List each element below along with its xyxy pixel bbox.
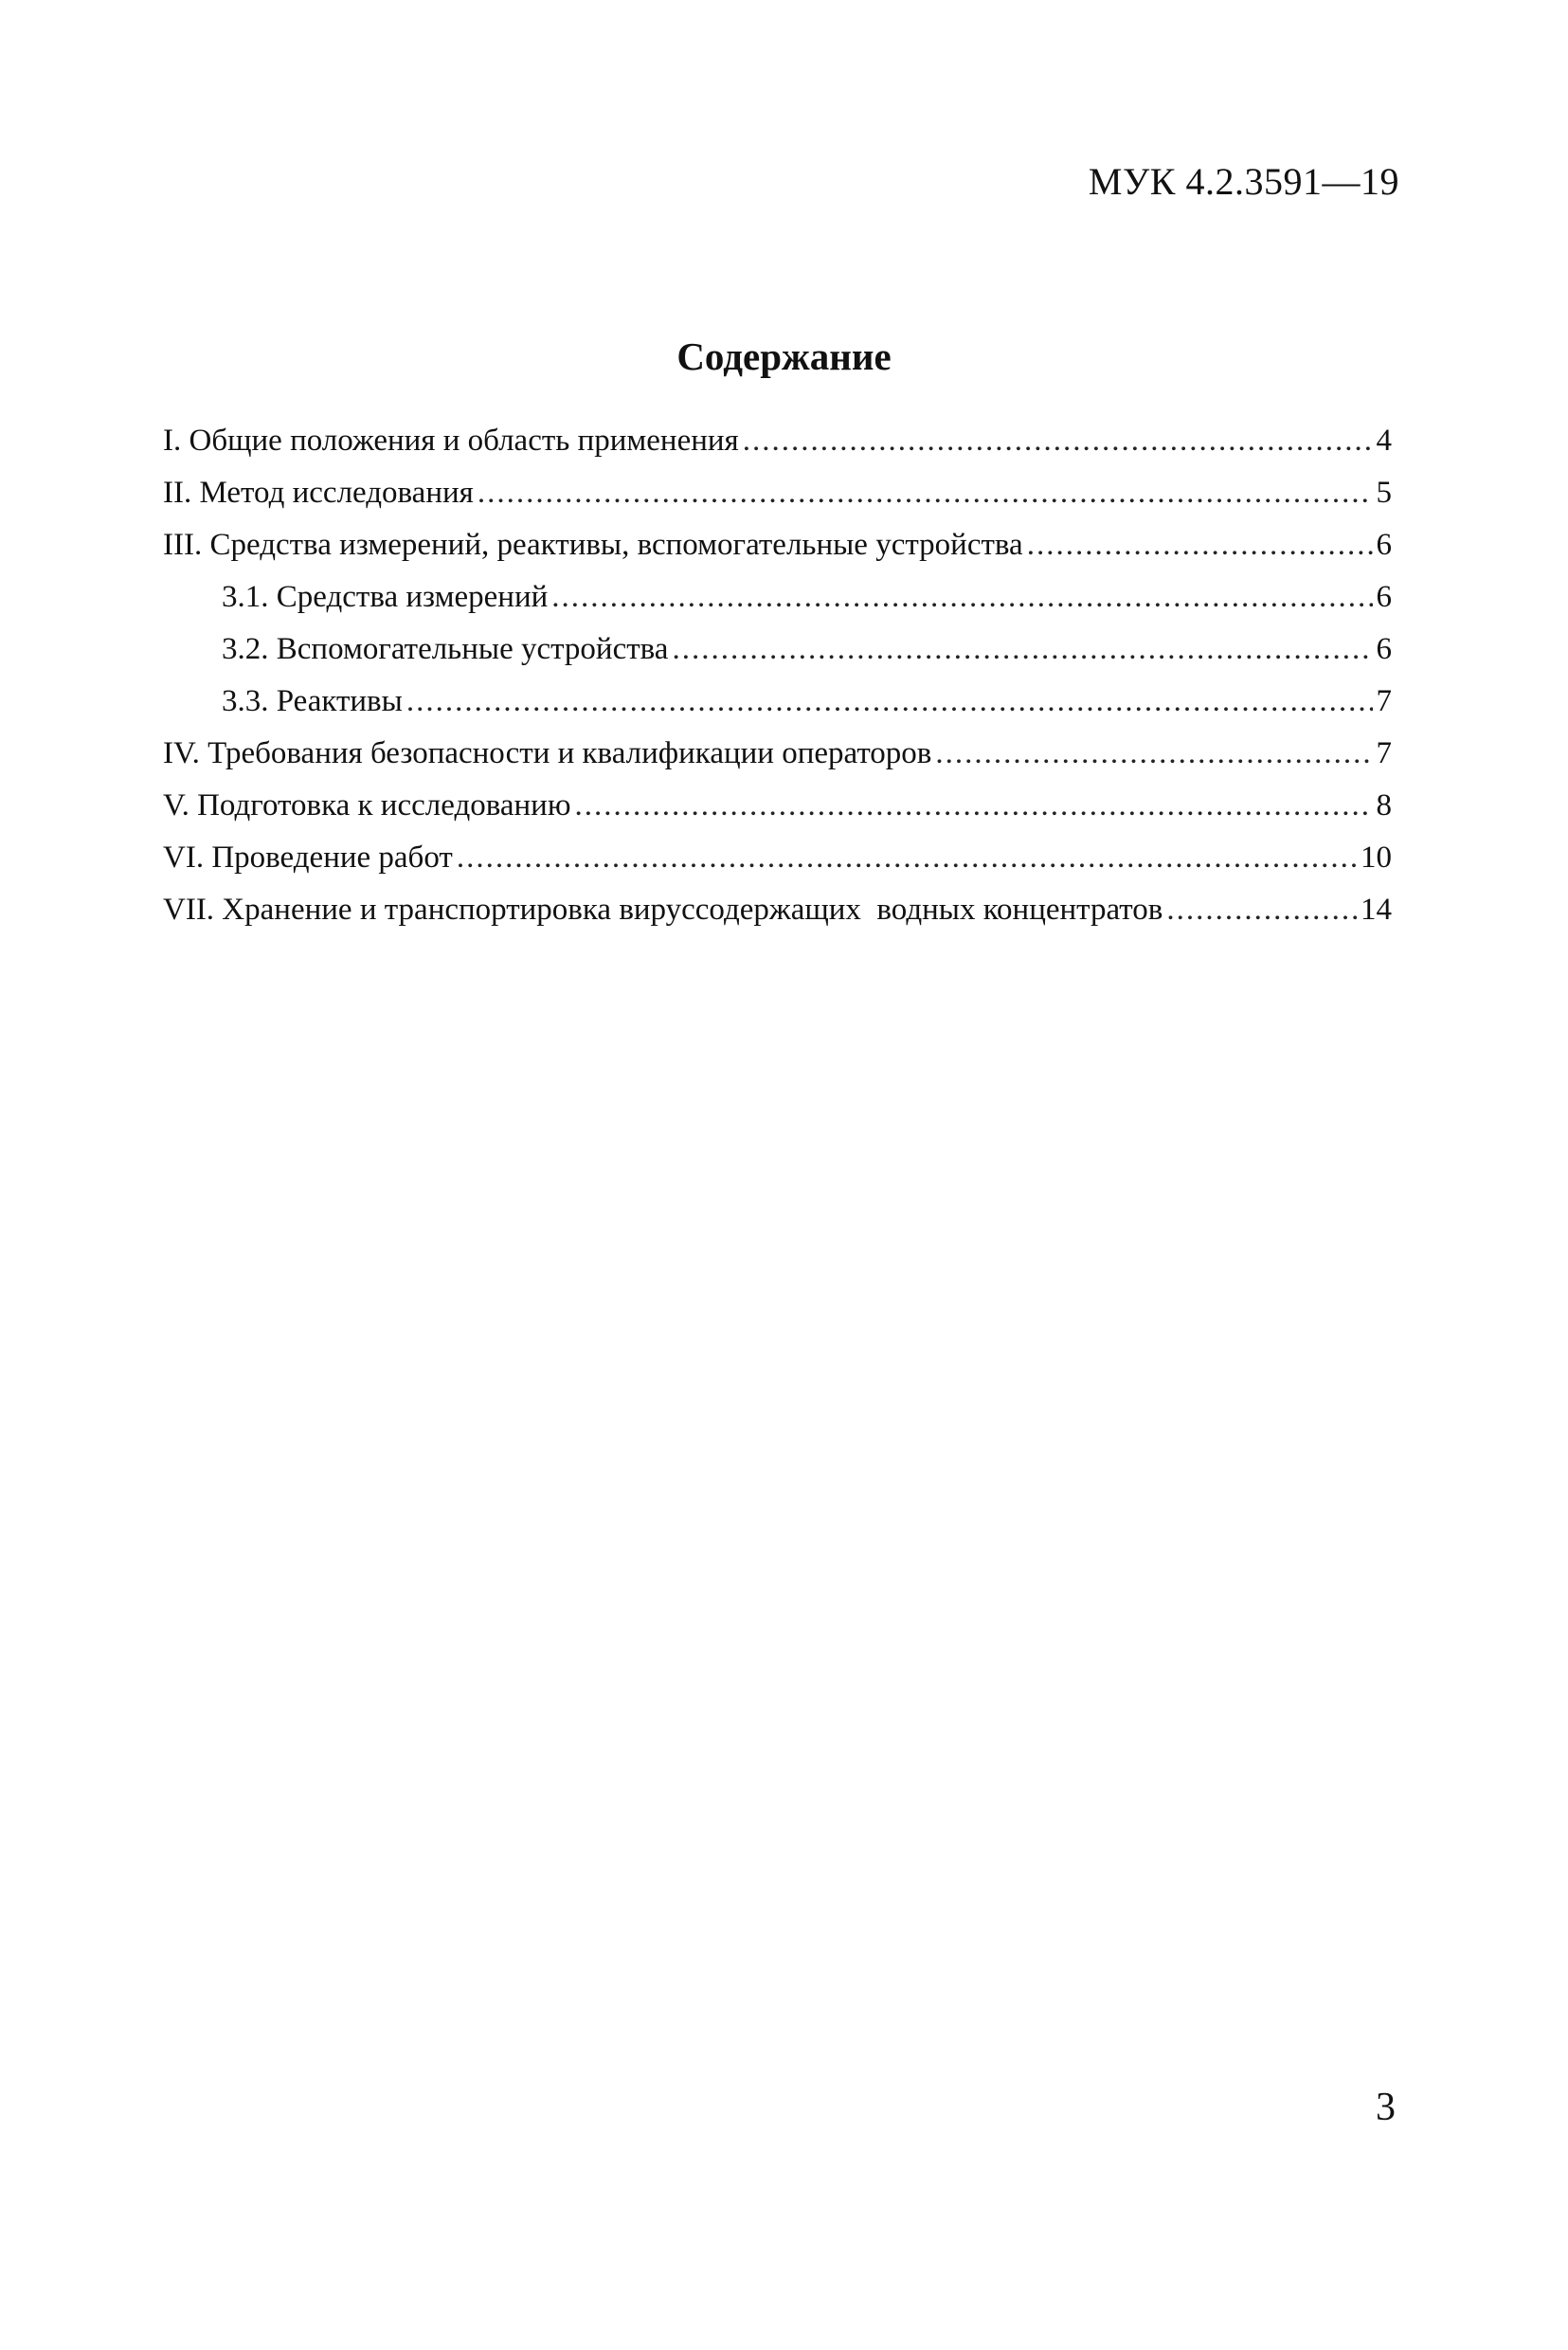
toc-entry-label: II. Метод исследования xyxy=(163,476,474,510)
toc-entry-label: 3.3. Реактивы xyxy=(222,684,403,718)
toc-entry-3-1[interactable] xyxy=(163,571,1392,624)
toc-entry-label: III. Средства измерений, реактивы, вспомогательные устройства xyxy=(163,528,1023,562)
toc-entry-page: 8 xyxy=(1376,788,1392,822)
toc-entry-label: IV. Требования безопасности и квалификации операторов xyxy=(163,736,932,770)
toc-dot-leader xyxy=(935,728,1372,780)
toc-dot-leader xyxy=(551,571,1372,624)
toc-entry-4[interactable] xyxy=(163,728,1392,780)
document-code: МУК 4.2.3591—19 xyxy=(1088,160,1399,203)
toc-entry-label: VI. Проведение работ xyxy=(163,841,453,875)
toc-entry-page: 6 xyxy=(1376,632,1392,666)
toc-dot-leader xyxy=(1027,519,1373,571)
toc-entry-label: 3.2. Вспомогательные устройства xyxy=(222,632,669,666)
toc-dot-leader xyxy=(672,624,1372,676)
toc-entry-page: 5 xyxy=(1376,476,1392,510)
toc-entry-page: 7 xyxy=(1376,684,1392,718)
toc-dot-leader xyxy=(478,467,1373,519)
toc-entry-page: 7 xyxy=(1376,736,1392,770)
toc-entry-3-3[interactable] xyxy=(163,676,1392,728)
toc-dot-leader xyxy=(1166,884,1357,936)
toc-entry-1[interactable] xyxy=(163,415,1392,467)
toc-entry-label: 3.1. Средства измерений xyxy=(222,580,549,614)
toc-entry-page: 4 xyxy=(1376,424,1392,458)
toc-entry-label: I. Общие положения и область применения xyxy=(163,424,739,458)
toc-dot-leader xyxy=(406,676,1373,728)
toc-entry-page: 6 xyxy=(1376,580,1392,614)
toc-dot-leader xyxy=(743,415,1373,467)
toc-dot-leader xyxy=(457,832,1357,884)
toc-entry-page: 6 xyxy=(1376,528,1392,562)
toc-entry-2[interactable] xyxy=(163,467,1392,519)
toc-entry-3-2[interactable] xyxy=(163,624,1392,676)
page-number: 3 xyxy=(1376,2086,1396,2129)
toc-entry-5[interactable] xyxy=(163,780,1392,832)
toc-dot-leader xyxy=(575,780,1373,832)
toc-entry-page: 10 xyxy=(1361,841,1392,875)
toc-entry-6[interactable] xyxy=(163,832,1392,884)
toc-entry-3[interactable] xyxy=(163,519,1392,571)
toc-entry-7[interactable] xyxy=(163,884,1392,936)
toc-entry-label: V. Подготовка к исследованию xyxy=(163,788,571,822)
table-of-contents xyxy=(163,415,1392,936)
toc-entry-page: 14 xyxy=(1361,893,1392,927)
toc-title: Содержание xyxy=(676,334,892,378)
toc-entry-label: VII. Хранение и транспортировка вируссодержащих водных концентратов xyxy=(163,893,1163,927)
